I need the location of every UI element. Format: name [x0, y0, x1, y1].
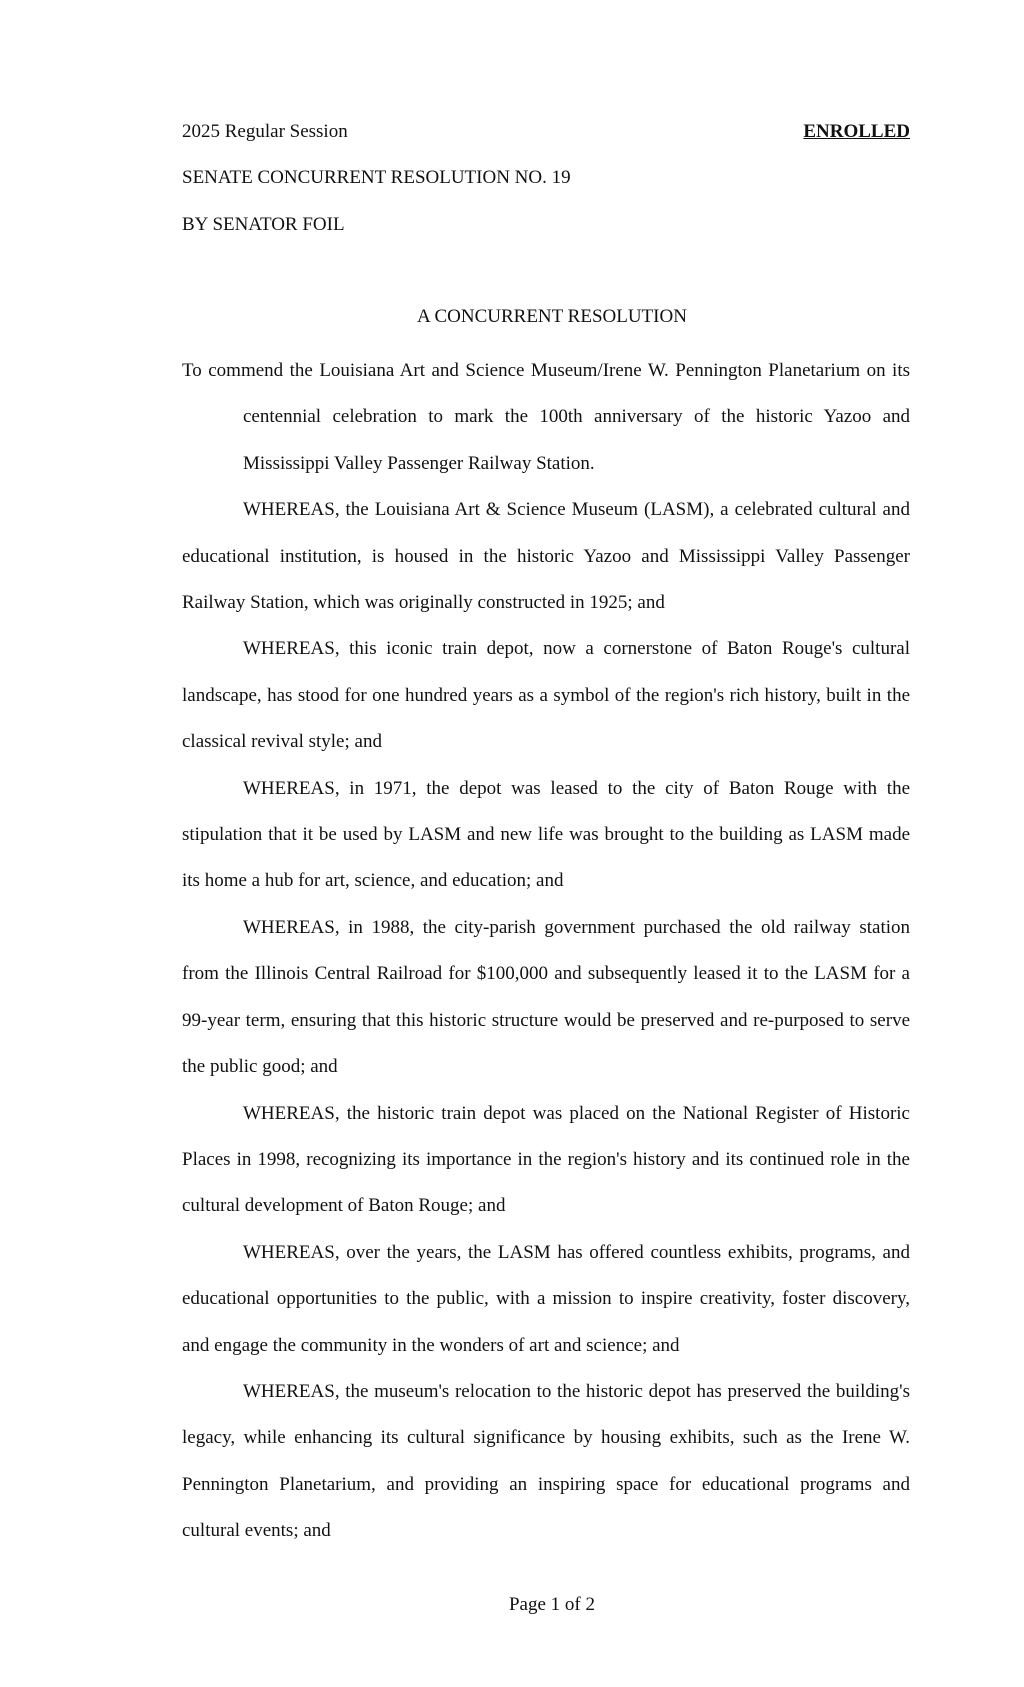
whereas-clause: WHEREAS, the museum's relocation to the historic depot has preserved the building's legacy, while enhancing its cultural significance by housing exhibits, such as the Irene W. Pennington Planetarium, and providing an inspiring space for educational programs and cultural events; and [182, 1380, 910, 1542]
resolution-number: SENATE CONCURRENT RESOLUTION NO. 19 [182, 167, 571, 188]
enrolled-status: ENROLLED [803, 121, 910, 142]
purpose-paragraph: To commend the Louisiana Art and Science Museum/Irene W. Pennington Planetarium on its centennial celebration to mark the 100th anniversary of the historic Yazoo and Mississippi Valley Passenger Railway Station. [182, 360, 910, 474]
resolution-title: A CONCURRENT RESOLUTION [417, 306, 687, 327]
page-number: Page 1 of 2 [508, 1594, 595, 1615]
whereas-clause: WHEREAS, over the years, the LASM has offered countless exhibits, programs, and educational opportunities to the public, with a mission to inspire creativity, foster discovery, and engage the community in the wonders of art and science; and [182, 1241, 910, 1356]
whereas-clause: WHEREAS, this iconic train depot, now a cornerstone of Baton Rouge's cultural landscape, has stood for one hundred years as a symbol of the region's rich history, built in the classical revival style; and [182, 638, 910, 753]
whereas-clause: WHEREAS, in 1988, the city-parish government purchased the old railway station from the Illinois Central Railroad for $100,000 and subsequently leased it to the LASM for a 99-year term, ensuring that this historic structure would be preserved and re-purposed to serve the public good; and [182, 916, 910, 1078]
whereas-clause: WHEREAS, in 1971, the depot was leased to the city of Baton Rouge with the stipulation that it be used by LASM and new life was brought to the building as LASM made its home a hub for art, science, and education; and [182, 777, 910, 892]
author-line: BY SENATOR FOIL [182, 214, 345, 235]
whereas-clause: WHEREAS, the Louisiana Art & Science Museum (LASM), a celebrated cultural and educational institution, is housed in the historic Yazoo and Mississippi Valley Passenger Railway Station, which was originally constructed in 1925; and [182, 499, 910, 614]
resolution-body [182, 348, 910, 1555]
session-label: 2025 Regular Session [182, 121, 348, 142]
document-header [182, 121, 910, 145]
whereas-clause: WHEREAS, the historic train depot was placed on the National Register of Historic Places in 1998, recognizing its importance in the region's history and its continued role in the cultural development of Baton Rouge; and [182, 1102, 910, 1217]
